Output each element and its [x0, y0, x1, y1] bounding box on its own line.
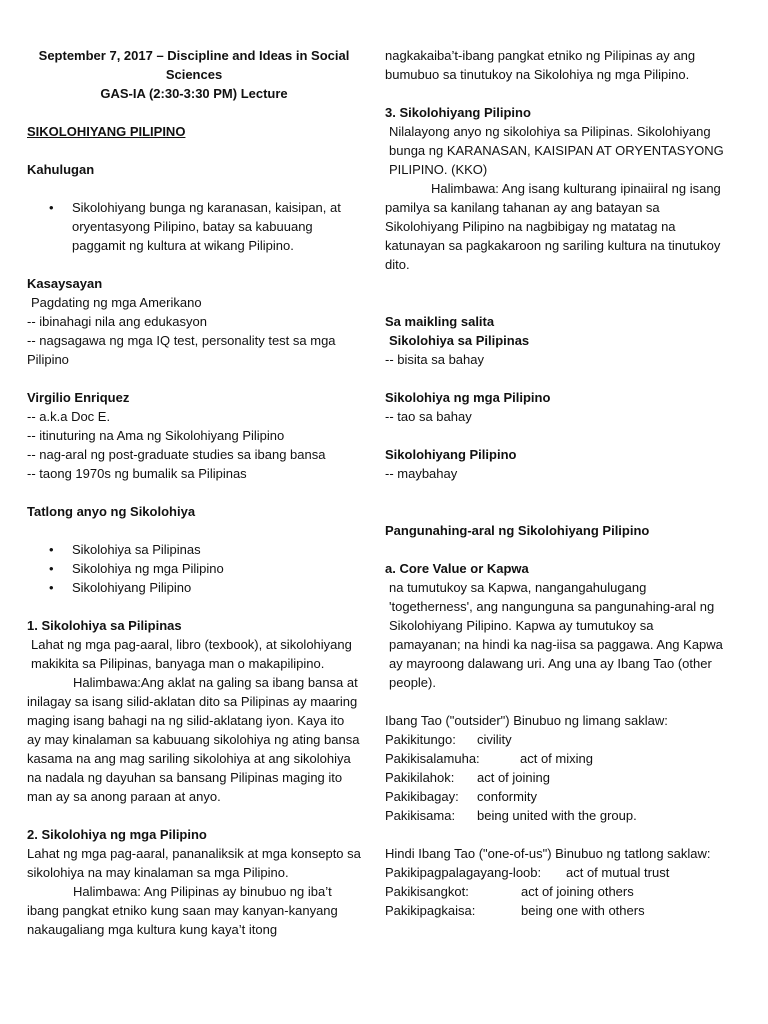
section-1-heading: 1. Sikolohiya sa Pilipinas [27, 618, 182, 633]
list-item: • Sikolohiyang bunga ng karanasan, kaisipan, at oryentasyong Pilipino, batay sa kabuuang paggamit ng kultura at wikang Pilipino. [27, 198, 361, 255]
summary-heading: Sa maikling salita [385, 314, 495, 329]
core-value-text: na tumutukoy sa Kapwa, nangangahulugang 'togetherness', ang nangunguna sa pangunahing-aral ng Sikolohiyang Pilipino. Kapwa ay tumutukoy sa pamayanan; na hindi ka nag-iisa sa paggawa. Ang Kapwa ay mayroong dalawang uri. Ang una ay Ibang Tao (other people). [389, 580, 723, 690]
term: Pakikisama: [385, 808, 456, 823]
kasaysayan-heading: Kasaysayan [27, 276, 103, 291]
term: Pakikibagay: [385, 789, 459, 804]
header-line-1: September 7, 2017 – Discipline and Ideas in Social [38, 48, 350, 63]
list-item: • Sikolohiya ng mga Pilipino [27, 559, 361, 578]
kasaysayan-line: -- nagsagawa ng mga IQ test, personality test sa mga Pilipino [27, 333, 336, 367]
kahulugan-heading: Kahulugan [27, 162, 95, 177]
term: Pakikipagkaisa: [385, 903, 476, 918]
page-title: SIKOLOHIYANG PILIPINO [27, 124, 186, 139]
enriquez-line: -- taong 1970s ng bumalik sa Pilipinas [27, 466, 247, 481]
enriquez-heading: Virgilio Enriquez [27, 390, 130, 405]
meaning: conformity [477, 789, 537, 804]
section-3-text: Nilalayong anyo ng sikolohiya sa Pilipinas. Sikolohiyang bunga ng KARANASAN, KAISIPAN AT ORYENTASYONG PILIPINO. (KKO) [389, 124, 724, 177]
term: Pakikitungo: [385, 732, 456, 747]
meaning: being one with others [521, 903, 645, 918]
ibang-tao-row [385, 749, 725, 768]
hindi-ibang-tao-row [385, 863, 725, 882]
summary-label: Sikolohiya ng mga Pilipino [385, 390, 551, 405]
ibang-tao-row [385, 730, 725, 749]
section-3-heading: 3. Sikolohiyang Pilipino [385, 105, 531, 120]
right-column [385, 46, 725, 920]
list-item: • Sikolohiyang Pilipino [27, 578, 361, 597]
section-2-example: Halimbawa: Ang Pilipinas ay binubuo ng iba’t ibang pangkat etniko kung saan may kanyan-kanyang nakaugaliang mga kultura kung kaya’t itong [27, 884, 338, 937]
term: Pakikisalamuha: [385, 751, 480, 766]
section-2-text: Lahat ng mga pag-aaral, pananaliksik at mga konsepto sa sikolohiya na may kinalaman sa mga Pilipino. [27, 846, 361, 880]
term: Pakikipagpalagayang-loob: [385, 865, 542, 880]
hindi-ibang-tao-intro: Hindi Ibang Tao ("one-of-us") Binubuo ng tatlong saklaw: [385, 846, 711, 861]
term: Pakikisangkot: [385, 884, 469, 899]
meaning: act of joining [477, 770, 550, 785]
enriquez-line: -- a.k.a Doc E. [27, 409, 111, 424]
kahulugan-list [27, 198, 361, 255]
ibang-tao-intro: Ibang Tao ("outsider") Binubuo ng limang saklaw: [385, 713, 668, 728]
meaning: civility [477, 732, 512, 747]
enriquez-line: -- nag-aral ng post-graduate studies sa ibang bansa [27, 447, 326, 462]
hindi-ibang-tao-row [385, 882, 725, 901]
summary-value: -- tao sa bahay [385, 409, 472, 424]
meaning: being united with the group. [477, 808, 637, 823]
hindi-ibang-tao-row [385, 901, 725, 920]
enriquez-line: -- itinuturing na Ama ng Sikolohiyang Pilipino [27, 428, 285, 443]
summary-label: Sikolohiya sa Pilipinas [389, 333, 530, 348]
section-3-example: Halimbawa: Ang isang kulturang ipinaiiral ng isang pamilya sa kanilang tahanan ay ang batayan sa Sikolohiyang Pilipino na nagbibigay ng matatag na katunayan sa pagkakaroon ng sariling kultura na tinutukoy dito. [385, 181, 721, 272]
summary-value: -- bisita sa bahay [385, 352, 484, 367]
header-line-3: GAS-IA (2:30-3:30 PM) Lecture [100, 86, 288, 101]
meaning: act of mixing [520, 751, 593, 766]
pangunahing-heading: Pangunahing-aral ng Sikolohiyang Pilipino [385, 523, 650, 538]
ibang-tao-row [385, 806, 725, 825]
meaning: act of joining others [521, 884, 634, 899]
document-header [27, 46, 361, 103]
term: Pakikilahok: [385, 770, 455, 785]
list-item: • Sikolohiya sa Pilipinas [27, 540, 361, 559]
left-column [27, 46, 361, 939]
summary-label: Sikolohiyang Pilipino [385, 447, 517, 462]
meaning: act of mutual trust [566, 865, 670, 880]
summary-value: -- maybahay [385, 466, 458, 481]
kasaysayan-line: Pagdating ng mga Amerikano [31, 295, 202, 310]
section-1-text: Lahat ng mga pag-aaral, libro (texbook), at sikolohiyang makikita sa Pilipinas, banyaga man o makapilipino. [31, 637, 352, 671]
section-1-example: Halimbawa:Ang aklat na galing sa ibang bansa at inilagay sa isang silid-aklatan dito sa Pilipinas ay maaring maging isang bahagi na ng silid-aklatang iyon. Kaya ito ay may kinalaman sa kabuuang sikolohiya ng ating bansa kasama na ang mag sariling sikolohiya at ang sikolohiya na nadala ng dayuhan sa bansang Pilipinas maging ito man ay sa anong paraan at anyo. [27, 675, 360, 804]
anyo-list [27, 540, 361, 597]
kasaysayan-line: -- ibinahagi nila ang edukasyon [27, 314, 207, 329]
section-2-heading: 2. Sikolohiya ng mga Pilipino [27, 827, 207, 842]
section-2-continued: nagkakaiba’t-ibang pangkat etniko ng Pilipinas ay ang bumubuo sa tinutukoy na Sikolohiya ng mga Pilipino. [385, 48, 696, 82]
anyo-heading: Tatlong anyo ng Sikolohiya [27, 504, 196, 519]
core-value-heading: a. Core Value or Kapwa [385, 561, 529, 576]
header-line-2: Sciences [165, 67, 223, 82]
ibang-tao-row [385, 787, 725, 806]
ibang-tao-row [385, 768, 725, 787]
